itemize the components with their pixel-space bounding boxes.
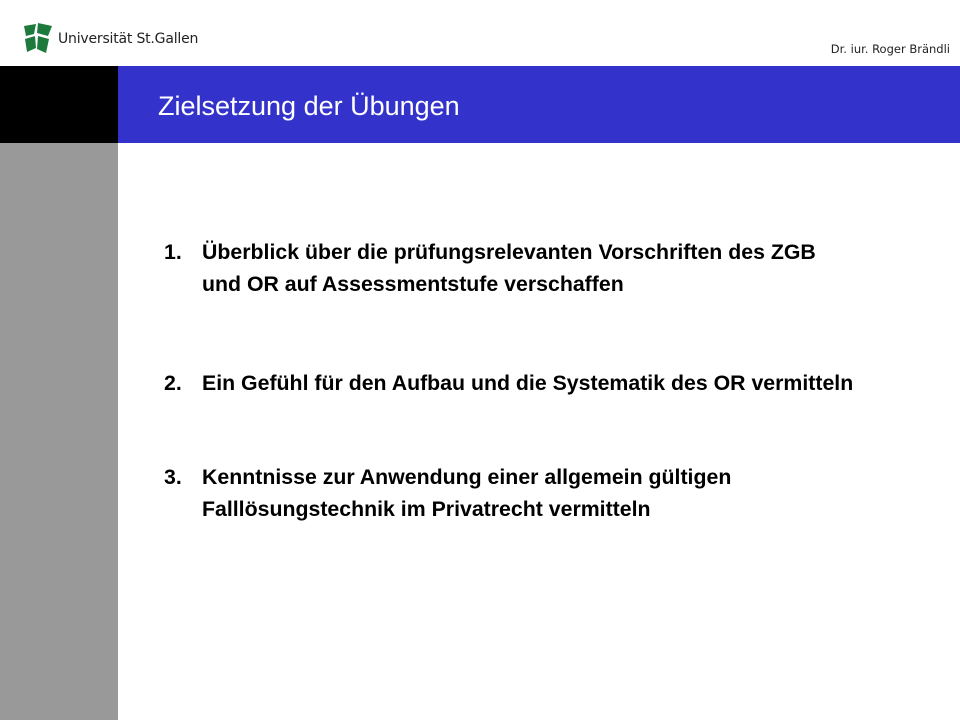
list-item-text: Überblick über die prüfungsrelevanten Vorschriften des ZGB und OR auf Assessmentstufe verschaffen [202, 240, 816, 296]
list-item [164, 461, 854, 525]
title-bar [118, 66, 960, 143]
university-logo [22, 22, 198, 56]
corner-block [0, 66, 118, 143]
list-item-number: 1. [164, 240, 182, 264]
slide-header [0, 0, 960, 66]
university-name: Universität St.Gallen [58, 31, 199, 47]
author-name: Dr. iur. Roger Brändli [830, 42, 950, 56]
left-sidebar-bar [0, 143, 118, 720]
list-item [164, 367, 854, 399]
list-item-number: 3. [164, 465, 182, 489]
list-item-text: Ein Gefühl für den Aufbau und die Systematik des OR vermitteln [202, 371, 854, 395]
list-item [164, 236, 854, 300]
list-item-number: 2. [164, 371, 182, 395]
slide-title: Zielsetzung der Übungen [158, 91, 460, 121]
university-leaf-logo-icon [22, 22, 54, 56]
list-item-text: Kenntnisse zur Anwendung einer allgemein gültigen Falllösungstechnik im Privatrecht vermitteln [202, 465, 732, 521]
